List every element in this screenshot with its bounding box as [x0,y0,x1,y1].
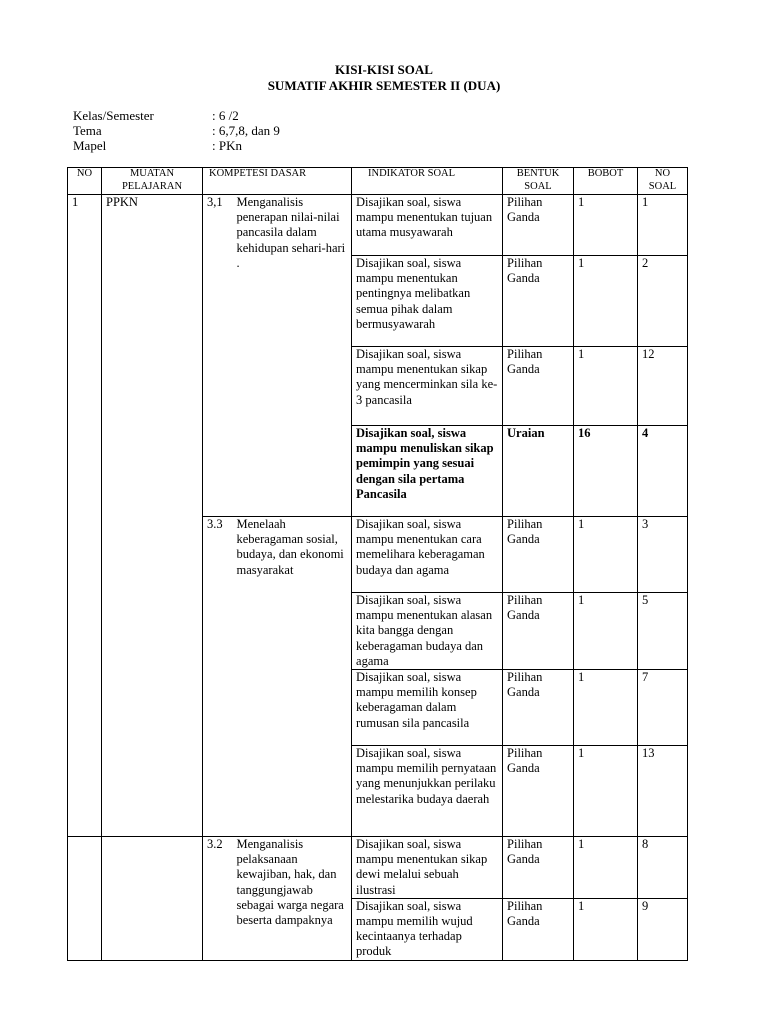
cell-bentuk: Pilihan Ganda [503,670,574,746]
cell-muatan [102,837,203,961]
meta-value: : 6,7,8, dan 9 [212,123,280,138]
cell-indikator: Disajikan soal, siswa mampu menentukan sikap yang mencerminkan sila ke-3 pancasila [352,347,503,426]
header-no: NO [68,168,102,195]
cell-indikator: Disajikan soal, siswa mampu menentukan alasan kita bangga dengan keberagaman budaya dan agama [352,593,503,670]
cell-bentuk: Uraian [503,426,574,517]
meta-row-kelas [73,108,280,123]
cell-indikator: Disajikan soal, siswa mampu menentukan sikap dewi melalui sebuah ilustrasi [352,837,503,899]
cell-kd-number: 3.2 [203,837,235,961]
cell-kd-text: Menelaah keberagaman sosial, budaya, dan ekonomi masyarakat [235,517,352,837]
header-bobot: BOBOT [574,168,638,195]
meta-value: : PKn [212,138,242,153]
cell-kd-number: 3,1 [203,195,235,517]
header-nosoal: NO SOAL [638,168,688,195]
cell-bentuk: Pilihan Ganda [503,517,574,593]
cell-bobot: 16 [574,426,638,517]
cell-kd-number: 3.3 [203,517,235,837]
cell-bentuk: Pilihan Ganda [503,195,574,256]
cell-nosoal: 1 [638,195,688,256]
cell-indikator: Disajikan soal, siswa mampu memilih konsep keberagaman dalam rumusan sila pancasila [352,670,503,746]
cell-nosoal: 2 [638,256,688,347]
doc-title: KISI-KISI SOAL [335,62,433,77]
cell-bentuk: Pilihan Ganda [503,593,574,670]
cell-bobot: 1 [574,256,638,347]
doc-subtitle: SUMATIF AKHIR SEMESTER II (DUA) [267,78,501,93]
cell-bentuk: Pilihan Ganda [503,898,574,960]
meta-label: Kelas/Semester [73,108,154,123]
meta-label: Mapel [73,138,107,153]
kisi-kisi-table [67,167,688,961]
cell-no [68,837,102,961]
cell-bentuk: Pilihan Ganda [503,837,574,899]
meta-row-mapel [73,138,280,153]
cell-bobot: 1 [574,670,638,746]
cell-bobot: 1 [574,837,638,899]
meta-info [73,108,280,153]
cell-bobot: 1 [574,898,638,960]
header-indikator: INDIKATOR SOAL [352,168,503,195]
cell-nosoal: 4 [638,426,688,517]
cell-indikator: Disajikan soal, siswa mampu menentukan cara memelihara keberagaman budaya dan agama [352,517,503,593]
cell-indikator: Disajikan soal, siswa mampu menuliskan sikap pemimpin yang sesuai dengan sila pertama Pancasila [352,426,503,517]
header-kompetensi: KOMPETESI DASAR [203,168,352,195]
table-row [68,837,688,899]
cell-nosoal: 7 [638,670,688,746]
cell-bobot: 1 [574,195,638,256]
cell-nosoal: 13 [638,746,688,837]
cell-indikator: Disajikan soal, siswa mampu memilih wujud kecintaanya terhadap produk [352,898,503,960]
cell-bentuk: Pilihan Ganda [503,746,574,837]
cell-nosoal: 3 [638,517,688,593]
cell-kd-text: Menganalisis penerapan nilai-nilai pancasila dalam kehidupan sehari-hari . [235,195,352,517]
cell-bobot: 1 [574,347,638,426]
cell-kd-text: Menganalisis pelaksanaan kewajiban, hak, dan tanggungjawab sebagai warga negara beserta dampaknya [235,837,352,961]
cell-indikator: Disajikan soal, siswa mampu memilih pernyataan yang menunjukkan perilaku melestarika budaya daerah [352,746,503,837]
meta-row-tema [73,123,280,138]
cell-nosoal: 5 [638,593,688,670]
table-row [68,195,688,256]
cell-no: 1 [68,195,102,837]
header-bentuk: BENTUK SOAL [503,168,574,195]
cell-nosoal: 12 [638,347,688,426]
cell-bobot: 1 [574,593,638,670]
cell-muatan: PPKN [102,195,203,837]
cell-indikator: Disajikan soal, siswa mampu menentukan tujuan utama musyawarah [352,195,503,256]
cell-bobot: 1 [574,517,638,593]
cell-indikator: Disajikan soal, siswa mampu menentukan pentingnya melibatkan semua pihak dalam bermusyawarah [352,256,503,347]
meta-value: : 6 /2 [212,108,239,123]
table-header-row [68,168,688,195]
cell-bentuk: Pilihan Ganda [503,347,574,426]
cell-bentuk: Pilihan Ganda [503,256,574,347]
cell-nosoal: 9 [638,898,688,960]
meta-label: Tema [73,123,102,138]
header-muatan: MUATAN PELAJARAN [102,168,203,195]
cell-bobot: 1 [574,746,638,837]
cell-nosoal: 8 [638,837,688,899]
